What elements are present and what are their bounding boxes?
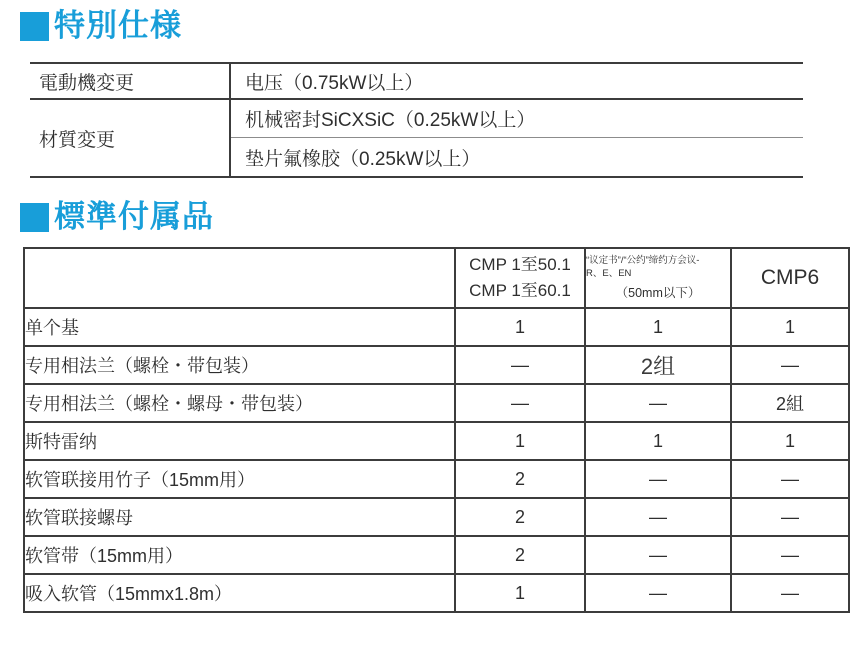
item-label-cell: 专用相法兰（螺栓・带包装）: [24, 346, 455, 384]
cmp-range-line2: CMP 1至60.1: [469, 281, 571, 301]
spec-detail-cell: 电压（0.75kW以上）: [245, 72, 424, 94]
spec-category-cell: 材質変更: [30, 100, 231, 176]
item-label-cell: 软管联接用竹子（15mm用）: [24, 460, 455, 498]
value-cell: 2組: [731, 384, 849, 422]
value-cell: —: [731, 346, 849, 384]
value-cell: —: [585, 460, 731, 498]
spec-detail-cell: 机械密封SiCXSiC（0.25kW以上）: [231, 100, 803, 138]
accessory-row: [24, 460, 849, 498]
value-cell: —: [455, 346, 585, 384]
value-cell: —: [585, 574, 731, 612]
blue-square-bullet-icon: [20, 12, 49, 41]
item-label-cell: 软管带（15mm用）: [24, 536, 455, 574]
accessory-row: [24, 308, 849, 346]
spec-detail-group: [231, 100, 803, 176]
spec-detail-cell: 垫片氟橡胶（0.25kW以上）: [245, 148, 481, 170]
item-label-cell: 单个基: [24, 308, 455, 346]
accessory-row: [24, 498, 849, 536]
value-cell: 2组: [585, 346, 731, 384]
convention-column-header: [585, 248, 731, 308]
section-title-special-spec: 特別仕様: [54, 8, 182, 43]
special-spec-table: [30, 62, 803, 178]
convention-size-note: （50mm以下）: [615, 286, 701, 301]
item-label-cell: 专用相法兰（螺栓・螺母・带包装）: [24, 384, 455, 422]
value-cell: 1: [585, 422, 731, 460]
cmp-range-line1: CMP 1至50.1: [469, 254, 571, 274]
table-row: [30, 64, 803, 100]
value-cell: —: [731, 536, 849, 574]
value-cell: 1: [455, 574, 585, 612]
accessory-row: [24, 536, 849, 574]
accessory-row: [24, 422, 849, 460]
item-label-cell: 吸入软管（15mmx1.8m）: [24, 574, 455, 612]
accessory-row: [24, 574, 849, 612]
value-cell: 2: [455, 536, 585, 574]
value-cell: —: [731, 498, 849, 536]
value-cell: —: [585, 384, 731, 422]
convention-line2: R、E、EN: [586, 267, 632, 279]
accessory-row: [24, 384, 849, 422]
value-cell: 1: [585, 308, 731, 346]
accessories-table: [23, 247, 850, 613]
cmp6-column-header: CMP6: [731, 248, 849, 308]
value-cell: 1: [455, 422, 585, 460]
value-cell: —: [731, 460, 849, 498]
value-cell: —: [585, 536, 731, 574]
value-cell: 1: [731, 422, 849, 460]
section-heading-standard-accessories: [20, 200, 865, 234]
item-label-cell: 斯特雷纳: [24, 422, 455, 460]
section-title-standard-accessories: 標準付属品: [54, 199, 214, 235]
section-heading-special-spec: [20, 0, 865, 43]
convention-line1: “议定书”/“公约”缔约方会议-: [586, 255, 700, 267]
cmp-column-header: [455, 248, 585, 308]
item-column-header: [24, 248, 455, 308]
table-row: [30, 100, 803, 176]
accessory-row: [24, 346, 849, 384]
value-cell: 2: [455, 460, 585, 498]
value-cell: —: [731, 574, 849, 612]
accessories-header-row: [24, 248, 849, 308]
value-cell: —: [455, 384, 585, 422]
blue-square-bullet-icon: [20, 203, 49, 232]
spec-category-cell: 電動機変更: [30, 64, 231, 98]
value-cell: 2: [455, 498, 585, 536]
value-cell: 1: [731, 308, 849, 346]
value-cell: 1: [455, 308, 585, 346]
value-cell: —: [585, 498, 731, 536]
item-label-cell: 软管联接螺母: [24, 498, 455, 536]
